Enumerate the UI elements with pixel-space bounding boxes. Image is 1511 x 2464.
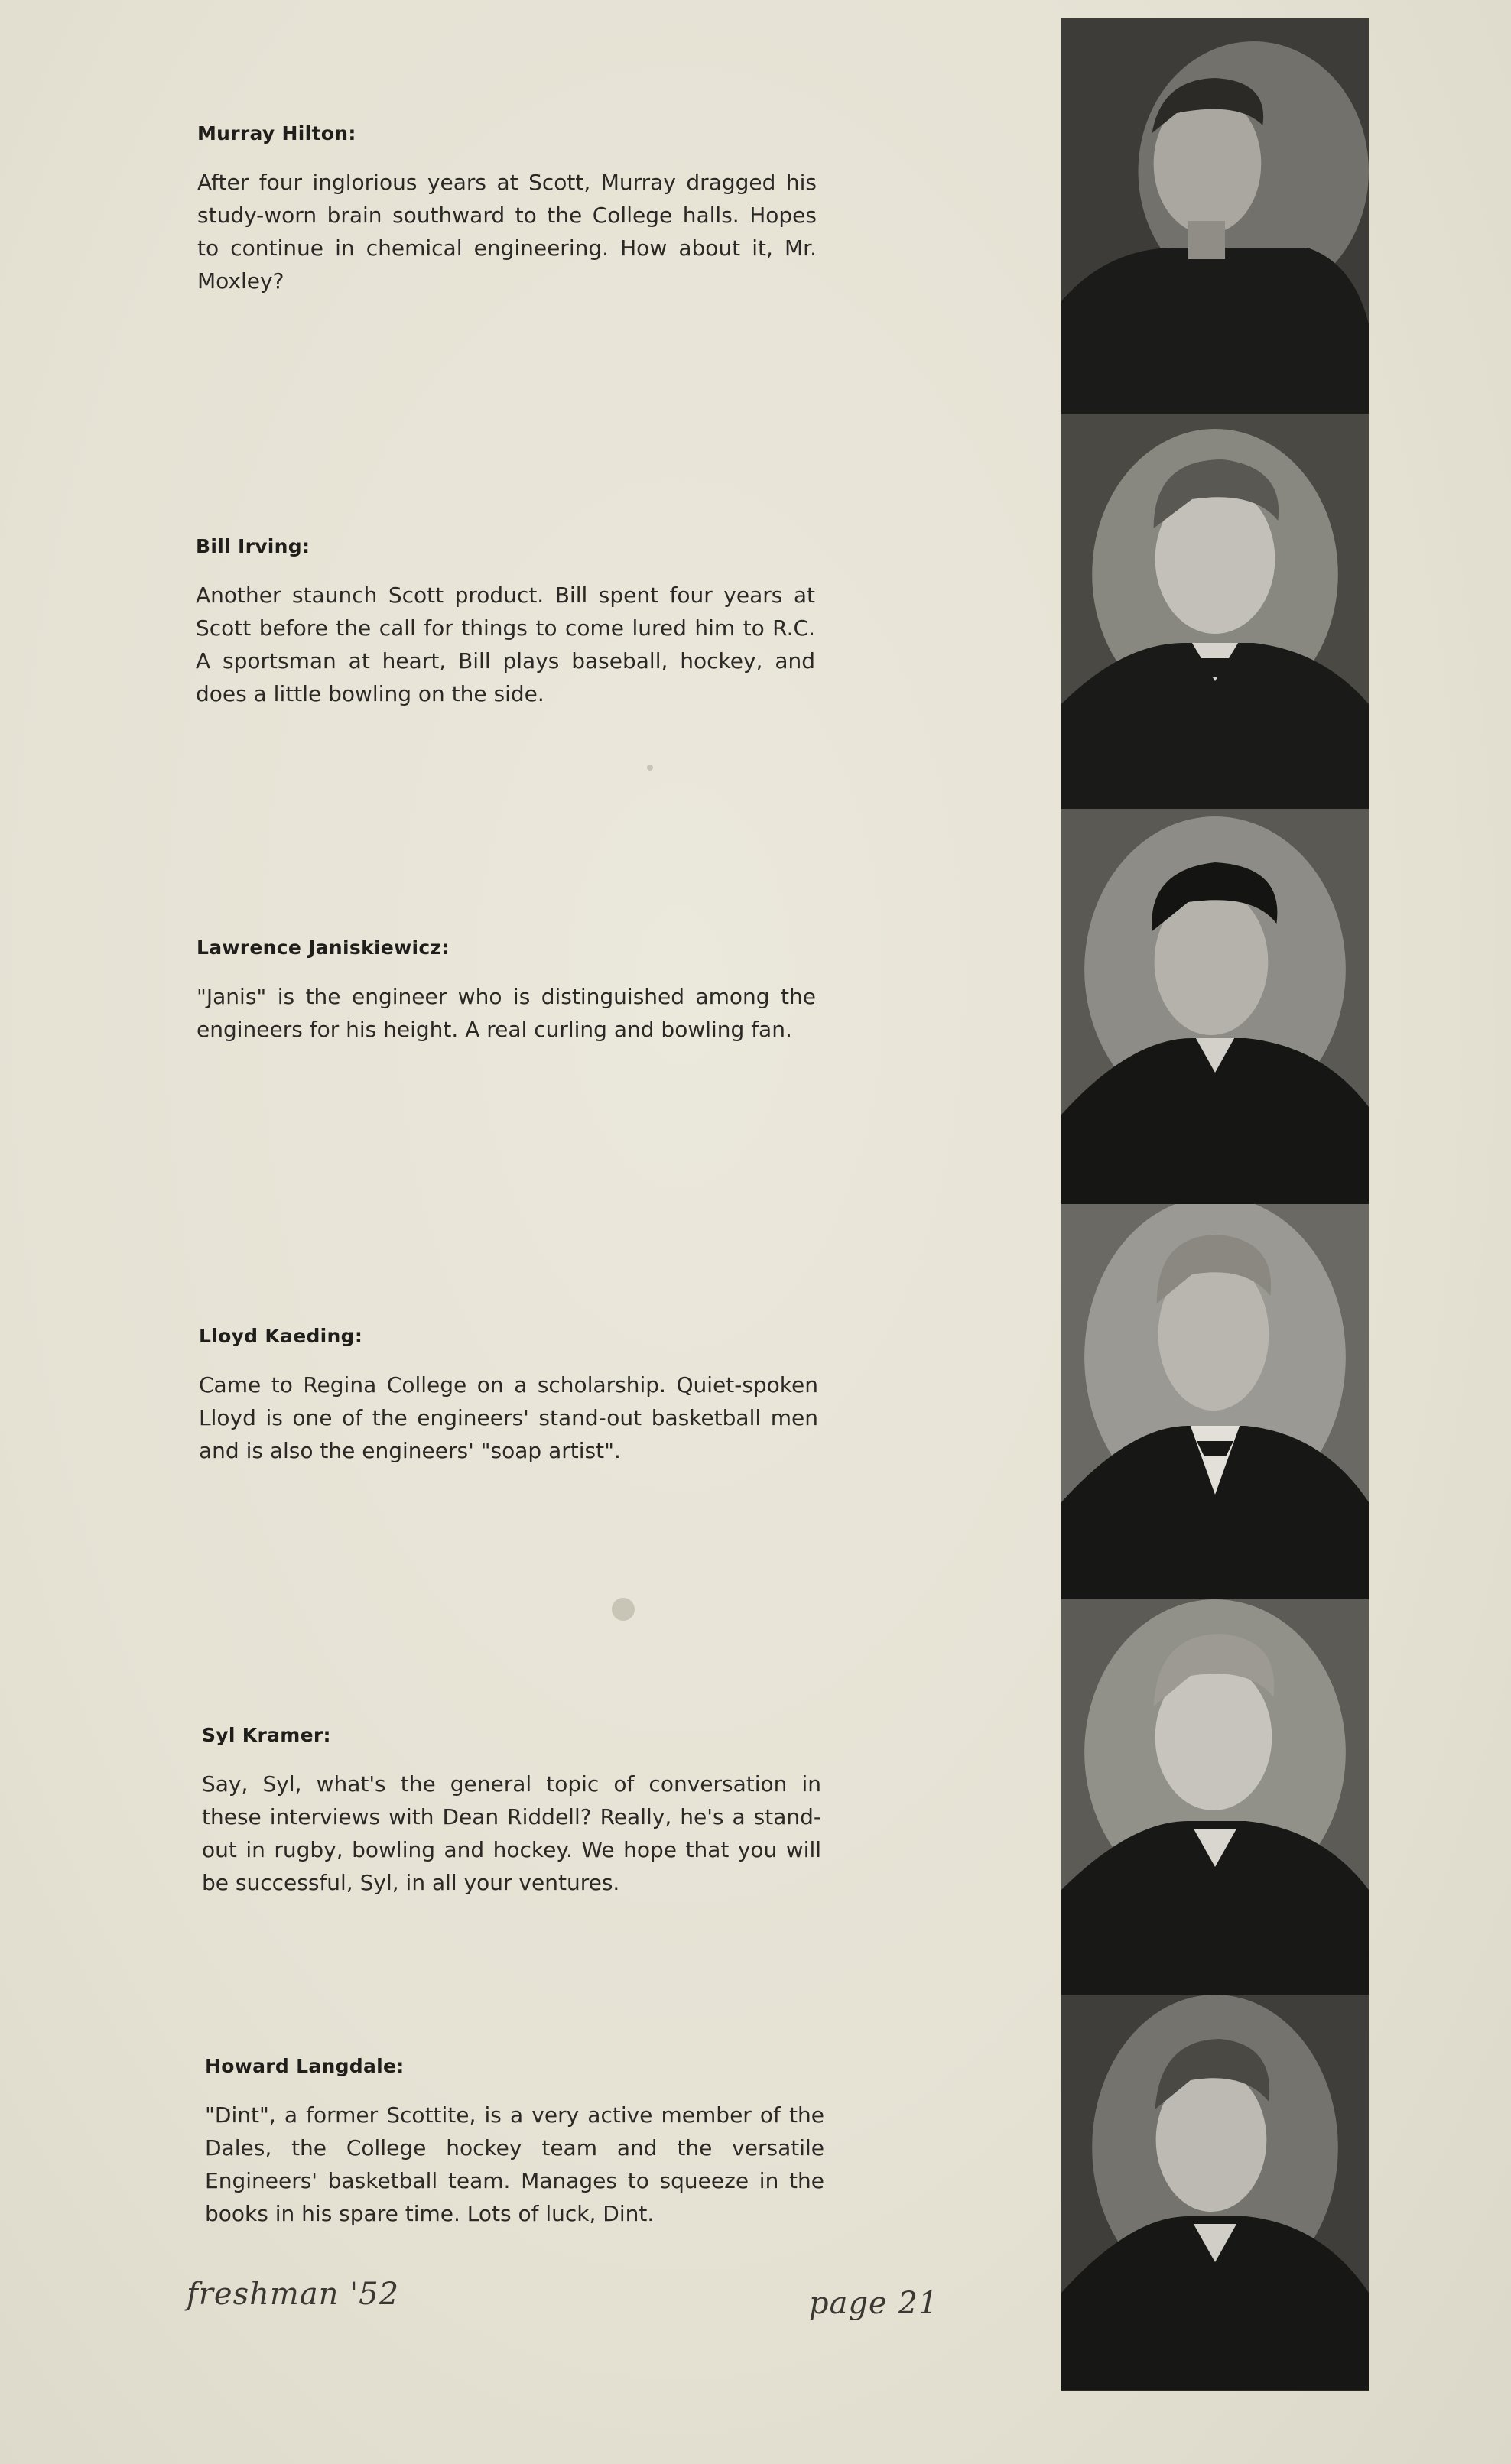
- entry-bio: After four inglorious years at Scott, Murray dragged his study-worn brain southward to the College halls. Hopes to continue in chemical engineering. How about it, Mr. Moxley?: [197, 170, 817, 294]
- portrait-photo: [1061, 1599, 1369, 1995]
- entry-name: Lloyd Kaeding:: [199, 1325, 363, 1347]
- entry-name: Syl Kramer:: [202, 1724, 331, 1746]
- portrait-photo: [1061, 809, 1369, 1205]
- entry-bio: Another staunch Scott product. Bill spent four years at Scott before the call for things to come lured him to R.C. A sportsman at heart, Bill plays baseball, hockey, and does a little bowling on the side.: [196, 583, 815, 706]
- entry-name: Howard Langdale:: [205, 2055, 405, 2077]
- entry-lloyd-kaeding: [199, 1325, 818, 1467]
- portrait-photo: [1061, 1204, 1369, 1600]
- footer-publication: freshman '52: [187, 2277, 400, 2312]
- entry-bio: "Dint", a former Scottite, is a very active member of the Dales, the College hockey team and the versatile Engineers' basketball team. Manages to squeeze in the books in his spare time. Lots of luck, Dint.: [205, 2102, 824, 2226]
- portrait-photo: [1061, 18, 1369, 414]
- entry-bill-irving: [196, 535, 815, 710]
- entry-bio: "Janis" is the engineer who is distinguished among the engineers for his height. A real curling and bowling fan.: [197, 984, 816, 1042]
- entry-name: Murray Hilton:: [197, 122, 356, 144]
- paper-spot: [647, 765, 653, 771]
- entry-syl-kramer: [202, 1724, 821, 1899]
- portrait-strip: [1061, 18, 1369, 2390]
- entry-murray-hilton: [197, 122, 817, 297]
- footer-page-number: page 21: [809, 2286, 939, 2321]
- entry-name: Bill Irving:: [196, 535, 310, 557]
- entry-name: Lawrence Janiskiewicz:: [197, 937, 450, 959]
- portrait-photo: [1061, 1995, 1369, 2391]
- paper-spot: [612, 1598, 635, 1621]
- entry-bio: Say, Syl, what's the general topic of conversation in these interviews with Dean Riddell? Really, he's a stand-out in rugby, bowling and hockey. We hope that you will be successful, Syl, in all your ventures.: [202, 1771, 821, 1895]
- entry-howard-langdale: [205, 2055, 824, 2230]
- portrait-photo: [1061, 414, 1369, 810]
- entry-bio: Came to Regina College on a scholarship. Quiet-spoken Lloyd is one of the engineers' stand-out basketball men and is also the engineers' "soap artist".: [199, 1372, 818, 1463]
- entry-lawrence-janiskiewicz: [197, 937, 816, 1046]
